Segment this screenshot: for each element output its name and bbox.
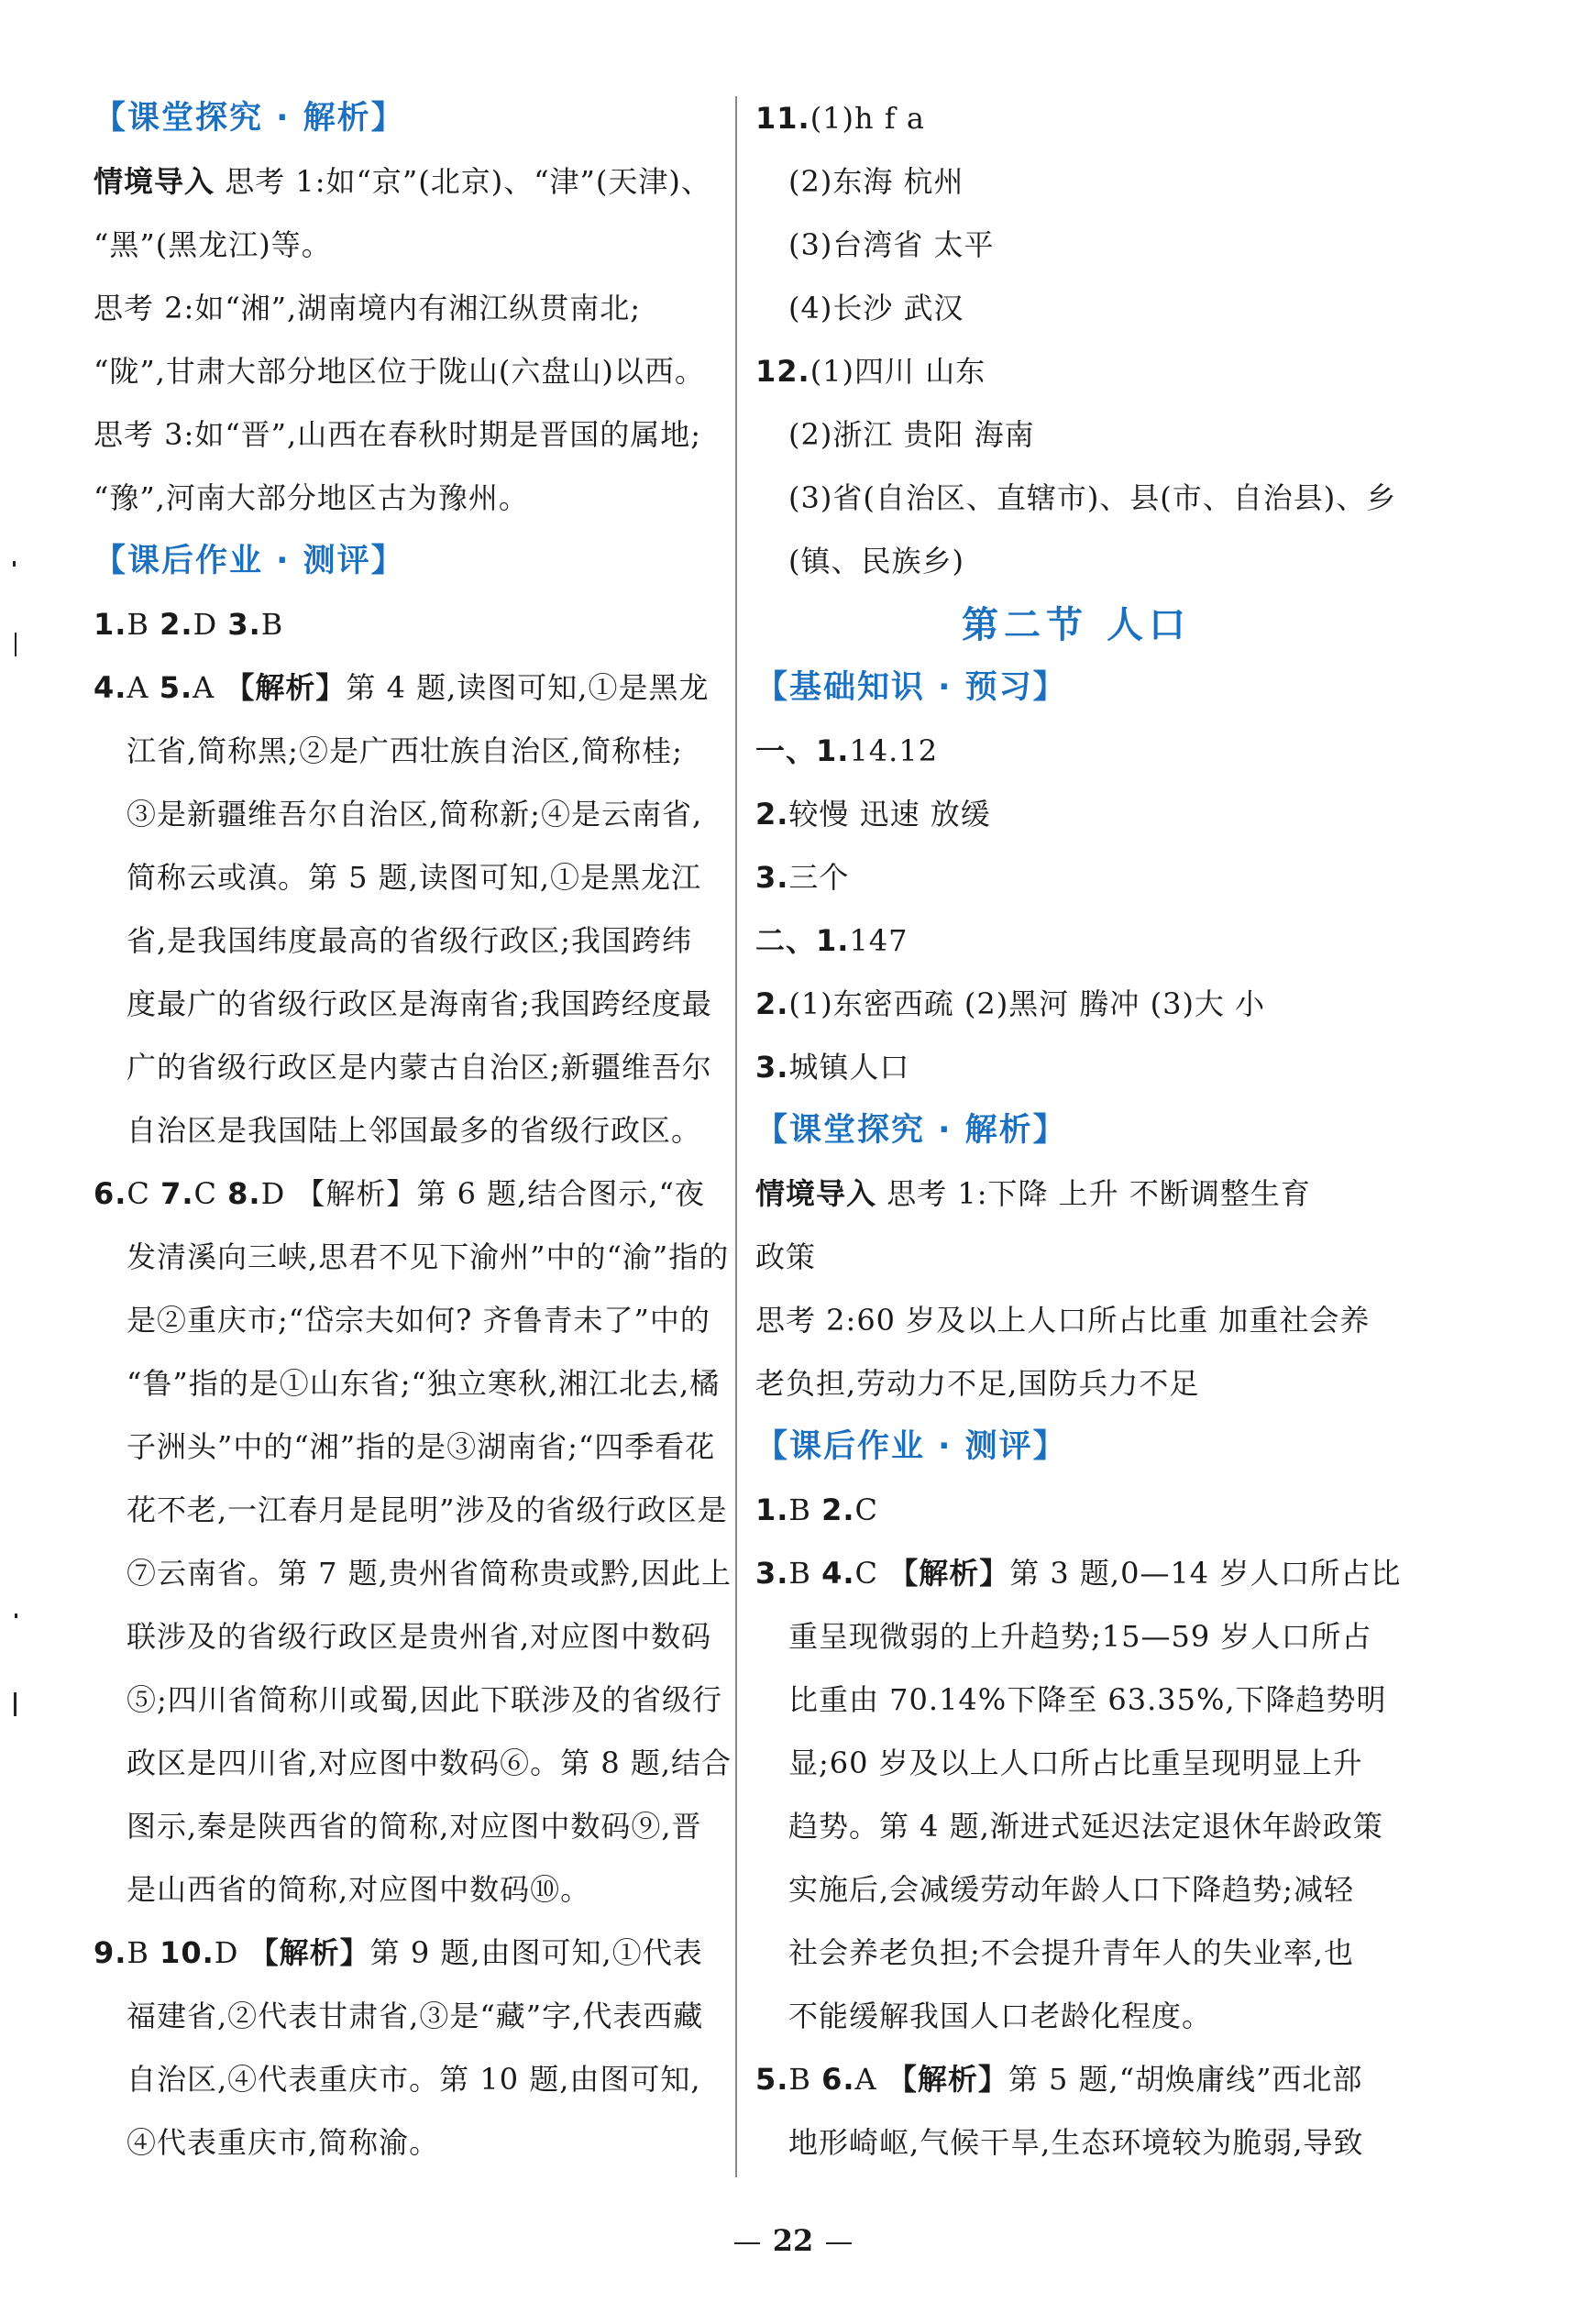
column-divider bbox=[735, 96, 737, 2177]
line-text: 第 3 题,0—14 岁人口所占比 bbox=[1009, 1556, 1402, 1591]
text-line bbox=[755, 1036, 1397, 1099]
bold-label: 5. bbox=[159, 670, 193, 705]
line-text: 趋势。第 4 题,渐进式延迟法定退休年龄政策 bbox=[788, 1809, 1383, 1844]
line-text: (3)省(自治区、直辖市)、县(市、自治县)、乡 bbox=[788, 480, 1397, 515]
line-text: B bbox=[788, 2062, 822, 2097]
line-text: A bbox=[193, 670, 226, 705]
line-text: “鲁”指的是①山东省;“独立寒秋,湘江北去,橘 bbox=[127, 1366, 721, 1401]
line-text: (1)h f a bbox=[810, 101, 925, 136]
text-line bbox=[94, 846, 732, 909]
text-line bbox=[94, 277, 732, 340]
bold-label: 情境导入 bbox=[94, 164, 215, 199]
line-text: 政区是四川省,对应图中数码⑥。第 8 题,结合 bbox=[127, 1746, 732, 1780]
line-text: ⑦云南省。第 7 题,贵州省简称贵或黔,因此上 bbox=[127, 1556, 732, 1591]
line-text: C bbox=[854, 1492, 879, 1527]
line-text: D bbox=[214, 1935, 249, 1970]
bold-label: 1. bbox=[755, 1492, 789, 1527]
bold-label: 4. bbox=[821, 1556, 855, 1591]
text-line bbox=[755, 340, 1397, 403]
text-line bbox=[755, 277, 1397, 340]
line-text: 思考 2:60 岁及以上人口所占比重 加重社会养 bbox=[755, 1303, 1371, 1338]
bold-label: 5. bbox=[755, 2062, 789, 2097]
line-text: C bbox=[854, 1556, 889, 1591]
line-text: A bbox=[854, 2062, 887, 2097]
line-text: (4)长沙 武汉 bbox=[788, 291, 964, 325]
line-text: 发清溪向三峡,思君不见下渝州”中的“渝”指的 bbox=[127, 1239, 730, 1274]
line-text: “陇”,甘肃大部分地区位于陇山(六盘山)以西。 bbox=[94, 354, 705, 389]
line-text: 147 bbox=[849, 923, 909, 958]
scan-mark bbox=[15, 1614, 17, 1618]
bold-label: 【解析】 bbox=[225, 670, 347, 705]
line-text: B bbox=[260, 607, 284, 642]
dash-left bbox=[734, 2242, 760, 2244]
text-line bbox=[755, 150, 1397, 214]
line-text: 图示,秦是陕西省的简称,对应图中数码⑨,晋 bbox=[127, 1809, 702, 1844]
page-number bbox=[0, 2223, 1586, 2258]
line-text: 政策 bbox=[755, 1239, 817, 1274]
line-text: B bbox=[127, 607, 160, 642]
bold-label: 情境导入 bbox=[755, 1176, 877, 1211]
text-line bbox=[755, 2111, 1397, 2175]
text-line bbox=[94, 1795, 732, 1858]
bold-label: 3. bbox=[755, 860, 789, 895]
line-text: 第 5 题,“胡焕庸线”西北部 bbox=[1008, 2062, 1363, 2097]
line-text: 简称云或滇。第 5 题,读图可知,①是黑龙江 bbox=[127, 860, 702, 895]
text-line bbox=[755, 1605, 1397, 1669]
line-text: ④代表重庆市,简称渝。 bbox=[127, 2125, 440, 2160]
bold-label: 2. bbox=[821, 1492, 855, 1527]
line-text: C bbox=[193, 1176, 228, 1211]
line-text: 城镇人口 bbox=[788, 1050, 910, 1085]
bold-label: 1. bbox=[94, 607, 127, 642]
text-line bbox=[755, 1985, 1397, 2048]
line-text: D 【解析】第 6 题,结合图示,“夜 bbox=[260, 1176, 705, 1211]
line-text: 花不老,一江春月是昆明”涉及的省级行政区是 bbox=[127, 1492, 728, 1527]
line-text: 社会养老负担;不会提升青年人的失业率,也 bbox=[788, 1935, 1354, 1970]
bold-label: 3. bbox=[755, 1556, 789, 1591]
line-text: 老负担,劳动力不足,国防兵力不足 bbox=[755, 1366, 1200, 1401]
line-text: 较慢 迅速 放缓 bbox=[788, 797, 991, 832]
text-line bbox=[94, 403, 732, 467]
line-text: 江省,简称黑;②是广西壮族自治区,简称桂; bbox=[127, 733, 683, 768]
dash-right bbox=[826, 2242, 852, 2244]
line-text: 子洲头”中的“湘”指的是③湖南省;“四季看花 bbox=[127, 1429, 716, 1464]
text-line bbox=[94, 593, 732, 656]
text-line bbox=[755, 1352, 1397, 1415]
text-line bbox=[755, 846, 1397, 909]
text-line bbox=[94, 1605, 732, 1669]
text-line bbox=[94, 2048, 732, 2111]
line-text: 省,是我国纬度最高的省级行政区;我国跨纬 bbox=[127, 923, 692, 958]
text-line bbox=[94, 1732, 732, 1795]
line-text: 显;60 岁及以上人口所占比重呈现明显上升 bbox=[788, 1746, 1363, 1780]
bold-label: 8. bbox=[227, 1176, 261, 1211]
line-text: D bbox=[193, 607, 228, 642]
bold-label: 10. bbox=[160, 1935, 215, 1970]
text-line bbox=[94, 656, 732, 720]
line-text: 思考 2:如“湘”,湖南境内有湘江纵贯南北; bbox=[94, 291, 641, 325]
text-line bbox=[755, 2048, 1397, 2111]
text-line bbox=[755, 973, 1397, 1036]
line-text: (1)四川 山东 bbox=[810, 354, 986, 389]
text-line bbox=[755, 1162, 1397, 1226]
line-text: ⑤;四川省简称川或蜀,因此下联涉及的省级行 bbox=[127, 1682, 722, 1717]
text-line bbox=[94, 2111, 732, 2175]
line-text: 自治区是我国陆上邻国最多的省级行政区。 bbox=[127, 1113, 702, 1148]
text-line bbox=[94, 1415, 732, 1479]
line-text: (镇、民族乡) bbox=[788, 544, 964, 578]
line-text: “豫”,河南大部分地区古为豫州。 bbox=[94, 480, 529, 515]
line-text: 重呈现微弱的上升趋势;15—59 岁人口所占 bbox=[788, 1619, 1372, 1654]
bold-label: 6. bbox=[821, 2062, 855, 2097]
text-line bbox=[755, 1669, 1397, 1732]
line-text: 广的省级行政区是内蒙古自治区;新疆维吾尔 bbox=[127, 1050, 712, 1085]
line-text: C bbox=[127, 1176, 161, 1211]
section-header: 【课堂探究 · 解析】 bbox=[94, 100, 405, 137]
text-line bbox=[94, 1542, 732, 1605]
line-text: 联涉及的省级行政区是贵州省,对应图中数码 bbox=[127, 1619, 712, 1654]
scan-mark bbox=[13, 561, 16, 567]
bold-label: 一、1. bbox=[755, 733, 850, 768]
bold-label: 6. bbox=[94, 1176, 127, 1211]
line-text: B bbox=[127, 1935, 160, 1970]
line-text: 思考 3:如“晋”,山西在春秋时期是晋国的属地; bbox=[94, 417, 701, 452]
line-text: (2)浙江 贵阳 海南 bbox=[788, 417, 1035, 452]
line-text: (2)东海 杭州 bbox=[788, 164, 964, 199]
bold-label: 3. bbox=[755, 1050, 789, 1085]
bold-label: 【解析】 bbox=[248, 1935, 370, 1970]
text-line bbox=[94, 1985, 732, 2048]
line-text: 第 9 题,由图可知,①代表 bbox=[369, 1935, 703, 1970]
text-line bbox=[755, 909, 1397, 973]
text-line bbox=[755, 1858, 1397, 1922]
section-header: 【课堂探究 · 解析】 bbox=[755, 1112, 1067, 1149]
bold-label: 2. bbox=[755, 797, 789, 832]
text-line bbox=[94, 1289, 732, 1352]
text-line bbox=[94, 214, 732, 277]
line-text: 实施后,会减缓劳动年龄人口下降趋势;减轻 bbox=[788, 1872, 1354, 1907]
text-line bbox=[94, 909, 732, 973]
bold-label: 二、1. bbox=[755, 923, 850, 958]
line-text: 福建省,②代表甘肃省,③是“藏”字,代表西藏 bbox=[127, 1999, 704, 2033]
section-header: 【基础知识 · 预习】 bbox=[755, 669, 1067, 706]
section-title: 第二节 人口 bbox=[962, 603, 1191, 646]
line-text: ③是新疆维吾尔自治区,简称新;④是云南省, bbox=[127, 797, 703, 832]
bold-label: 2. bbox=[160, 607, 193, 642]
text-line bbox=[755, 1289, 1397, 1352]
section-header: 【课后作业 · 测评】 bbox=[94, 543, 405, 579]
text-line bbox=[755, 1479, 1397, 1542]
section-header: 【课后作业 · 测评】 bbox=[755, 1428, 1067, 1465]
text-line bbox=[94, 467, 732, 530]
line-text: 14.12 bbox=[849, 733, 939, 768]
bold-label: 【解析】 bbox=[888, 1556, 1010, 1591]
line-text: B bbox=[788, 1556, 822, 1591]
line-text: 三个 bbox=[788, 860, 850, 895]
bold-label: 4. bbox=[94, 670, 127, 705]
line-text: 是山西省的简称,对应图中数码⑩。 bbox=[127, 1872, 591, 1907]
text-line bbox=[94, 1036, 732, 1099]
text-line bbox=[94, 973, 732, 1036]
line-text: (1)东密西疏 (2)黑河 腾冲 (3)大 小 bbox=[788, 986, 1266, 1021]
line-text: 比重由 70.14%下降至 63.35%,下降趋势明 bbox=[788, 1682, 1387, 1717]
line-text: 思考 1:如“京”(北京)、“津”(天津)、 bbox=[215, 164, 711, 199]
line-text: B bbox=[788, 1492, 822, 1527]
text-line bbox=[94, 1922, 732, 1985]
scan-mark bbox=[15, 633, 17, 656]
text-line bbox=[94, 1226, 732, 1289]
text-line bbox=[755, 87, 1397, 150]
line-text: 自治区,④代表重庆市。第 10 题,由图可知, bbox=[127, 2062, 701, 2097]
text-line bbox=[755, 1732, 1397, 1795]
text-line bbox=[94, 1669, 732, 1732]
line-text: “黑”(黑龙江)等。 bbox=[94, 227, 332, 262]
text-line bbox=[94, 150, 732, 214]
right-column bbox=[755, 87, 1402, 2175]
text-line bbox=[755, 214, 1397, 277]
text-line bbox=[755, 467, 1397, 530]
line-text: A bbox=[127, 670, 160, 705]
text-line bbox=[755, 1542, 1402, 1605]
text-line bbox=[755, 1795, 1397, 1858]
line-text: 思考 1:下降 上升 不断调整生育 bbox=[876, 1176, 1311, 1211]
bold-label: 3. bbox=[227, 607, 261, 642]
line-text: (3)台湾省 太平 bbox=[788, 227, 995, 262]
line-text: 度最广的省级行政区是海南省;我国跨经度最 bbox=[127, 986, 712, 1021]
text-line bbox=[755, 783, 1397, 846]
text-line bbox=[94, 720, 732, 783]
bold-label: 9. bbox=[94, 1935, 127, 1970]
bold-label: 【解析】 bbox=[887, 2062, 1008, 2097]
text-line bbox=[755, 530, 1397, 593]
page-number-text: 22 bbox=[772, 2223, 814, 2258]
bold-label: 7. bbox=[160, 1176, 194, 1211]
bold-label: 11. bbox=[755, 101, 810, 136]
bold-label: 2. bbox=[755, 986, 789, 1021]
line-text: 不能缓解我国人口老龄化程度。 bbox=[788, 1999, 1213, 2033]
bold-label: 12. bbox=[755, 354, 810, 389]
line-text: 第 4 题,读图可知,①是黑龙 bbox=[346, 670, 710, 705]
line-text: 是②重庆市;“岱宗夫如何? 齐鲁青未了”中的 bbox=[127, 1303, 710, 1338]
text-line bbox=[94, 340, 732, 403]
text-line bbox=[94, 783, 732, 846]
text-line bbox=[755, 1226, 1397, 1289]
text-line bbox=[94, 1162, 732, 1226]
line-text: 地形崎岖,气候干旱,生态环境较为脆弱,导致 bbox=[788, 2125, 1364, 2160]
text-line bbox=[755, 403, 1397, 467]
text-line bbox=[94, 1479, 732, 1542]
text-line bbox=[94, 1099, 732, 1162]
text-line bbox=[755, 1922, 1397, 1985]
scan-mark bbox=[14, 1692, 17, 1716]
text-line bbox=[94, 1858, 732, 1922]
text-line bbox=[755, 720, 1397, 783]
text-line bbox=[94, 1352, 732, 1415]
left-column bbox=[94, 87, 732, 2175]
